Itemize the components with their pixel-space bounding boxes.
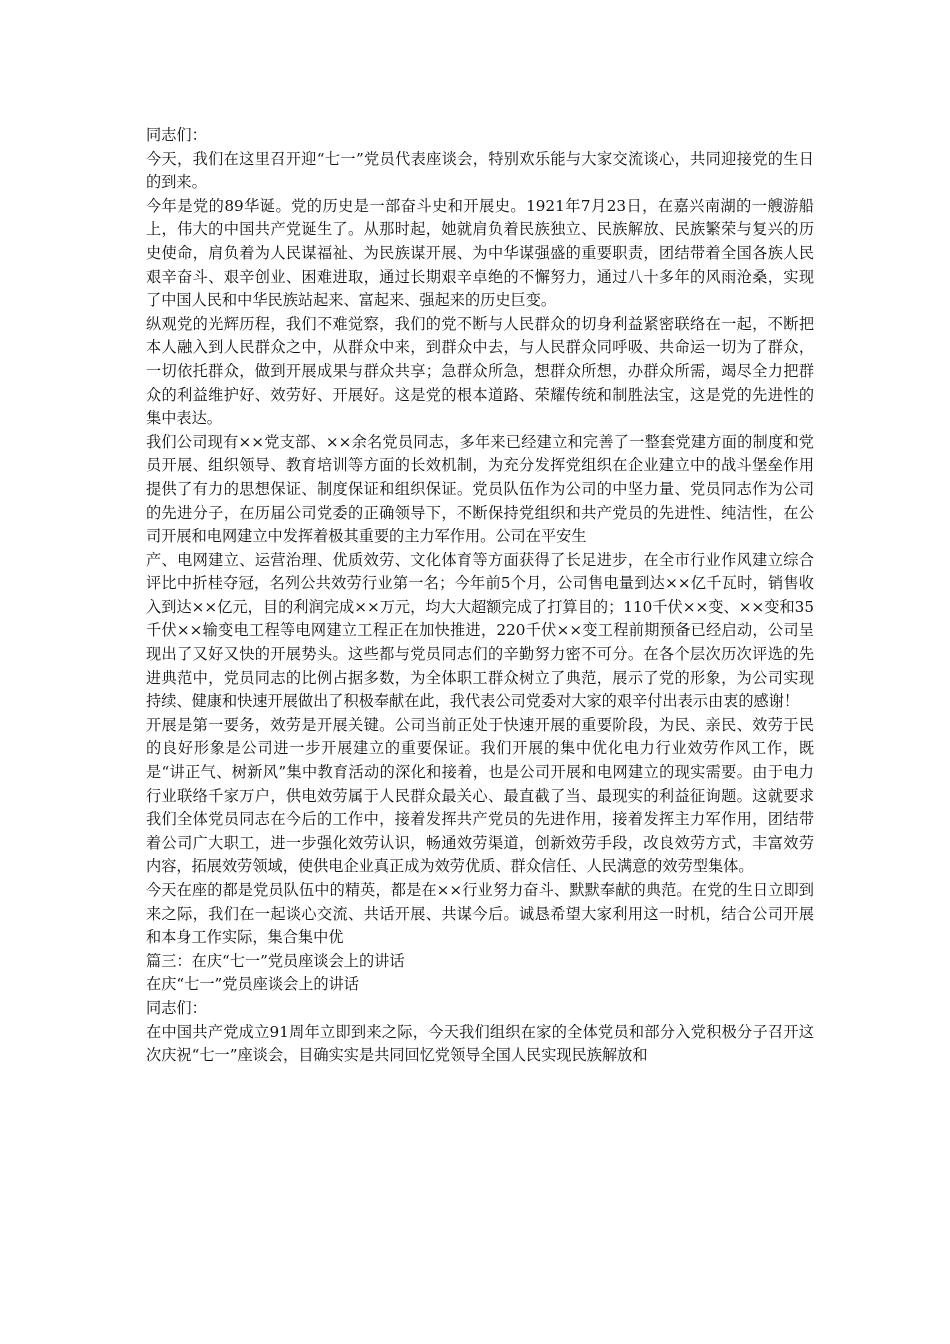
paragraph-opening: 今天，我们在这里召开迎“七一”党员代表座谈会，特别欢乐能与大家交流谈心，共同迎接党的生日的到来。 xyxy=(146,149,814,192)
paragraph-service: 开展是第一要务，效劳是开展关键。公司当前正处于快速开展的重要阶段，为民、亲民、效劳于民的良好形象是公司进一步开展建立的重要保证。我们开展的集中优化电力行业效劳作风工作，既是“讲正气、树新风”集中教育活动的深化和接着，也是公司开展和电网建立的现实需要。由于电力行业联络千家万户，供电效劳属于人民群众最关心、最直截了当、最现实的利益征询题。这就要求我们全体党员同志在今后的工作中，接着发挥共产党员的先进作用，接着发挥主力军作用，团结带着公司广大职工，进一步强化效劳认识，畅通效劳渠道，创新效劳手段，改良效劳方式，丰富效劳内容，拓展效劳领域，使供电企业真正成为效劳优质、群众信任、人民满意的效劳型集体。 xyxy=(146,715,814,876)
salutation-second: 同志们： xyxy=(146,998,207,1017)
salutation: 同志们： xyxy=(146,126,207,144)
paragraph-party-history: 今年是党的89华诞。党的历史是一部奋斗史和开展史。1921年7月23日，在嘉兴南湖的一艘游船上，伟大的中国共产党诞生了。从那时起，她就肩负着民族独立、民族解放、民族繁荣与复兴的历史使命，肩负着为人民谋福祉、为民族谋开展、为中华谋强盛的重要职责，团结带着全国各族人民艰辛奋斗、艰辛创业、困难进取，通过长期艰辛卓绝的不懈努力，通过八十多年的风雨沧桑，实现了中国人民和中华民族站起来、富起来、强起来的历史巨变。 xyxy=(146,196,814,310)
paragraph-company-achievements: 产、电网建立、运营治理、优质效劳、文化体育等方面获得了长足进步，在全市行业作风建立综合评比中折桂夺冠，名列公共效劳行业第一名；今年前5个月，公司售电量到达××亿千瓦时，销售收入到达××亿元，目的利润完成××万元，均大大超额完成了打算目的；110千伏××变、××变和35千伏××输变电工程等电网建立工程正在加快推进，220千伏××变工程前期预备已经启动，公司呈现出了又好又快的开展势头。这些都与党员同志们的辛勤努力密不可分。在各个层次历次评选的先进典范中，党员同志的比例占据多数，为全体职工群众树立了典范，展示了党的形象，为公司实现持续、健康和快速开展做出了积极奉献在此，我代表公司党委对大家的艰辛付出表示由衷的感谢！ xyxy=(146,550,814,711)
document-body xyxy=(146,124,814,1068)
paragraph-closing: 今天在座的都是党员队伍中的精英，都是在××行业努力奋斗、默默奉献的典范。在党的生日立即到来之际，我们在一起谈心交流、共话开展、共谋今后。诚恳希望大家利用这一时机，结合公司开展和本身工作实际，集合集中优 xyxy=(146,881,814,947)
paragraph-party-and-people: 纵观党的光辉历程，我们不难觉察，我们的党不断与人民群众的切身利益紧密联络在一起，不断把本人融入到人民群众之中，从群众中来，到群众中去，与人民群众同呼吸、共命运一切为了群众，一切依托群众，做到开展成果与群众共享；急群众所急，想群众所想，办群众所需，竭尽全力把群众的利益维护好、效劳好、开展好。这是党的根本道路、荣耀传统和制胜法宝，这是党的先进性的集中表达。 xyxy=(146,314,814,428)
paragraph-company-party-building: 我们公司现有××党支部、××余名党员同志，多年来已经建立和完善了一整套党建方面的制度和党员开展、组织领导、教育培训等方面的长效机制，为充分发挥党组织在企业建立中的战斗堡垒作用提供了有力的思想保证、制度保证和组织保证。党员队伍作为公司的中坚力量、党员同志作为公司的先进分子，在历届公司党委的正确领导下，不断保持党组织和共产党员的先进性、纯洁性，在公司开展和电网建立中发挥着极其重要的主力军作用。公司在平安生 xyxy=(146,432,814,546)
speech-title: 在庆“七一”党员座谈会上的讲话 xyxy=(146,975,359,994)
paragraph-second-opening: 在中国共产党成立91周年立即到来之际，今天我们组织在家的全体党员和部分入党积极分子召开这次庆祝“七一”座谈会，目确实实是共同回忆党领导全国人民实现民族解放和 xyxy=(146,1022,814,1065)
section-heading: 篇三：在庆“七一”党员座谈会上的讲话 xyxy=(146,951,405,970)
